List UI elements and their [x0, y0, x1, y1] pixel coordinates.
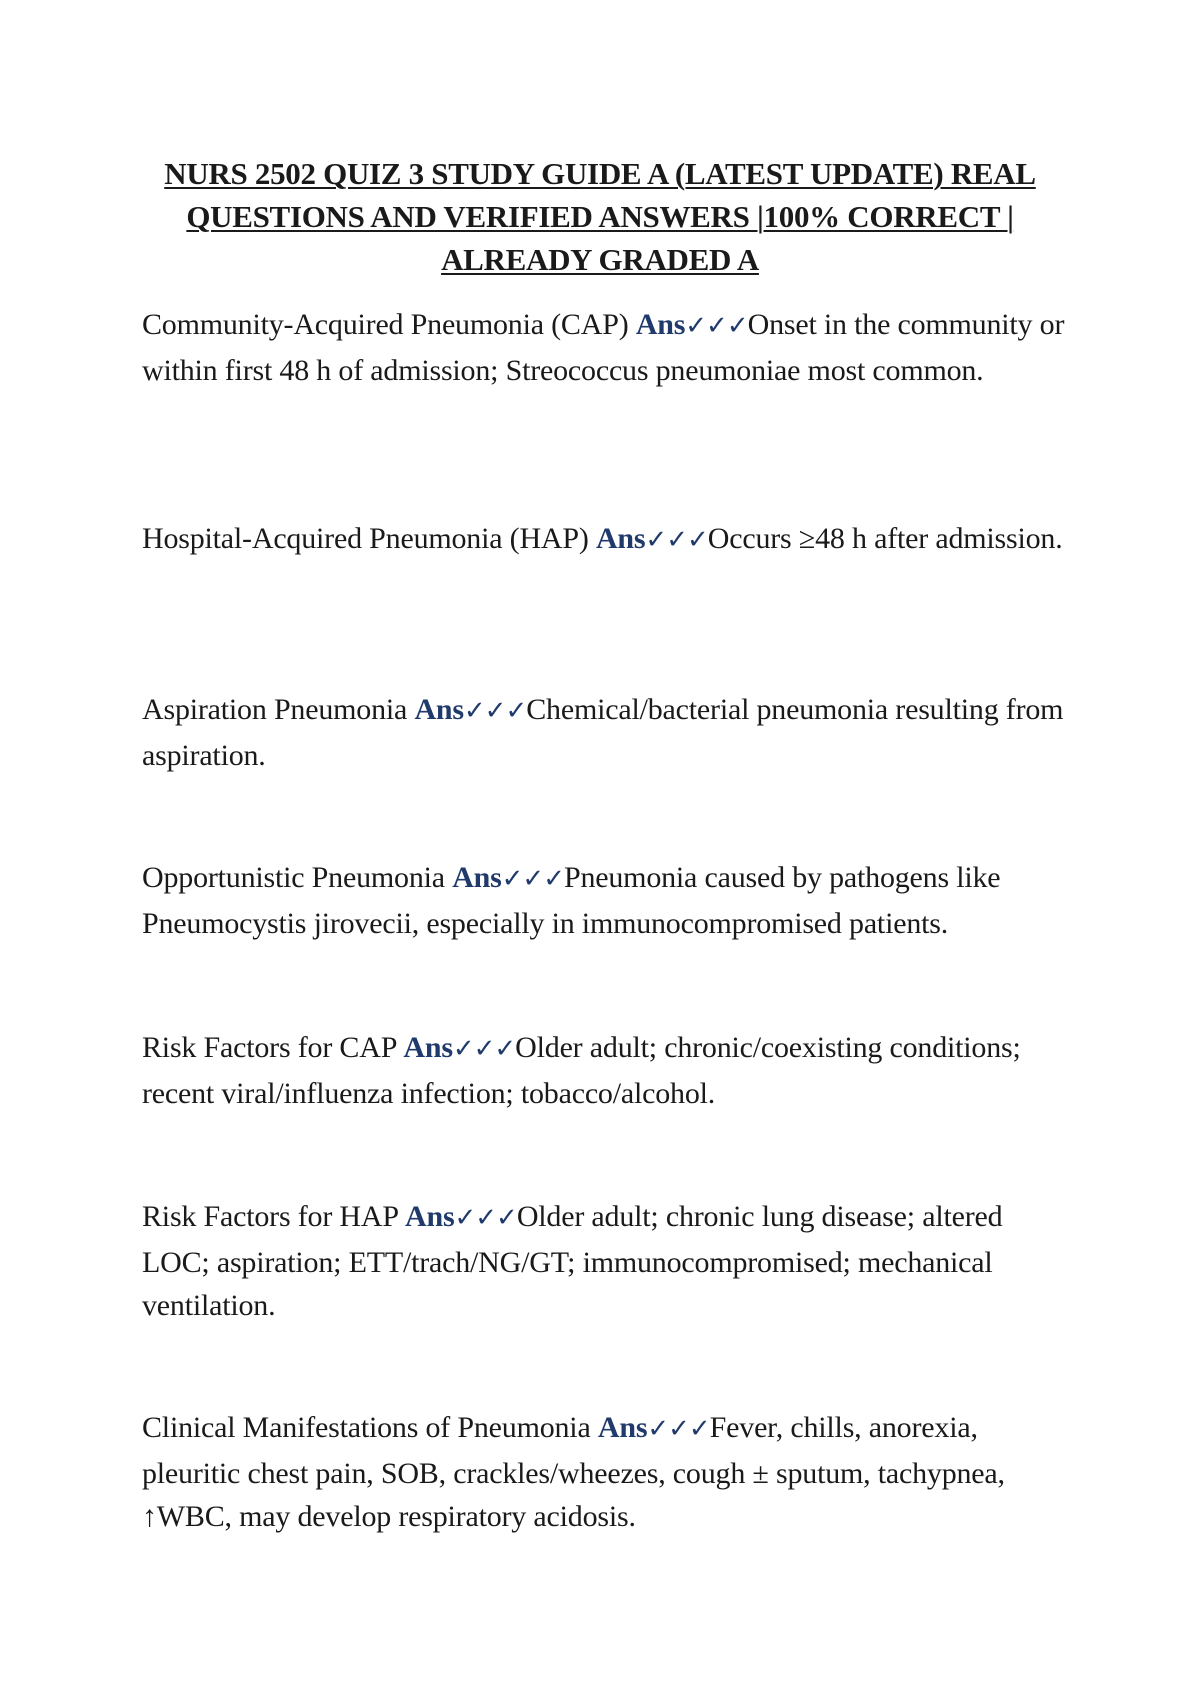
answer-text: Chemical/bacterial pneumonia resulting from aspiration.	[142, 693, 1064, 772]
title-line-3: ALREADY GRADED A	[441, 242, 759, 277]
question-term: Community-Acquired Pneumonia (CAP)	[142, 308, 629, 341]
question-term: Clinical Manifestations of Pneumonia	[142, 1411, 591, 1444]
answer-label: Ans	[635, 308, 686, 341]
answer-text: Older adult; chronic/coexisting conditions; recent viral/influenza infection; tobacco/alcohol.	[142, 1031, 1021, 1110]
answer-text: Fever, chills, anorexia, pleuritic chest pain, SOB, crackles/wheezes, cough ± sputum, tachypnea, ↑WBC, may develop respiratory acidosis.	[142, 1411, 1005, 1533]
answer-label: Ans	[452, 861, 502, 894]
qa-entry	[142, 1195, 1077, 1328]
answer-label: Ans	[414, 693, 464, 726]
question-term: Aspiration Pneumonia	[142, 693, 408, 726]
answer-label: Ans	[403, 1031, 453, 1064]
answer-label: Ans	[405, 1200, 455, 1233]
answer-text: Older adult; chronic lung disease; altered LOC; aspiration; ETT/trach/NG/GT; immunocompromised; mechanical ventilation.	[142, 1200, 1003, 1322]
question-term: Opportunistic Pneumonia	[142, 861, 445, 894]
answer-label: Ans	[597, 1411, 648, 1444]
answer-label: Ans	[595, 522, 646, 555]
qa-entry	[142, 856, 1077, 945]
qa-entry	[142, 303, 1077, 392]
document-title	[130, 152, 1070, 281]
check-marks-icon: ✓✓✓	[645, 525, 708, 555]
title-line-1: NURS 2502 QUIZ 3 STUDY GUIDE A (LATEST UPDATE) REAL	[164, 156, 1036, 191]
qa-entry	[142, 1026, 1077, 1115]
check-marks-icon: ✓✓✓	[454, 1203, 517, 1233]
title-line-2: QUESTIONS AND VERIFIED ANSWERS |100% CORRECT |	[186, 199, 1014, 234]
qa-entry	[142, 1406, 1077, 1539]
check-marks-icon: ✓✓✓	[452, 1034, 516, 1064]
check-marks-icon: ✓✓✓	[647, 1414, 710, 1444]
answer-text: Onset in the community or within first 48 h of admission; Streococcus pneumoniae most common.	[142, 308, 1065, 387]
qa-entry	[142, 517, 1077, 563]
question-term: Risk Factors for HAP	[142, 1200, 398, 1233]
check-marks-icon: ✓✓✓	[685, 311, 748, 341]
check-marks-icon: ✓✓✓	[463, 696, 527, 726]
question-term: Hospital-Acquired Pneumonia (HAP)	[142, 522, 589, 555]
qa-entry	[142, 688, 1077, 777]
question-term: Risk Factors for CAP	[142, 1031, 397, 1064]
answer-text: Occurs ≥48 h after admission.	[707, 522, 1063, 555]
check-marks-icon: ✓✓✓	[501, 864, 564, 894]
answer-text: Pneumonia caused by pathogens like Pneumocystis jirovecii, especially in immunocompromised patients.	[142, 861, 1001, 940]
